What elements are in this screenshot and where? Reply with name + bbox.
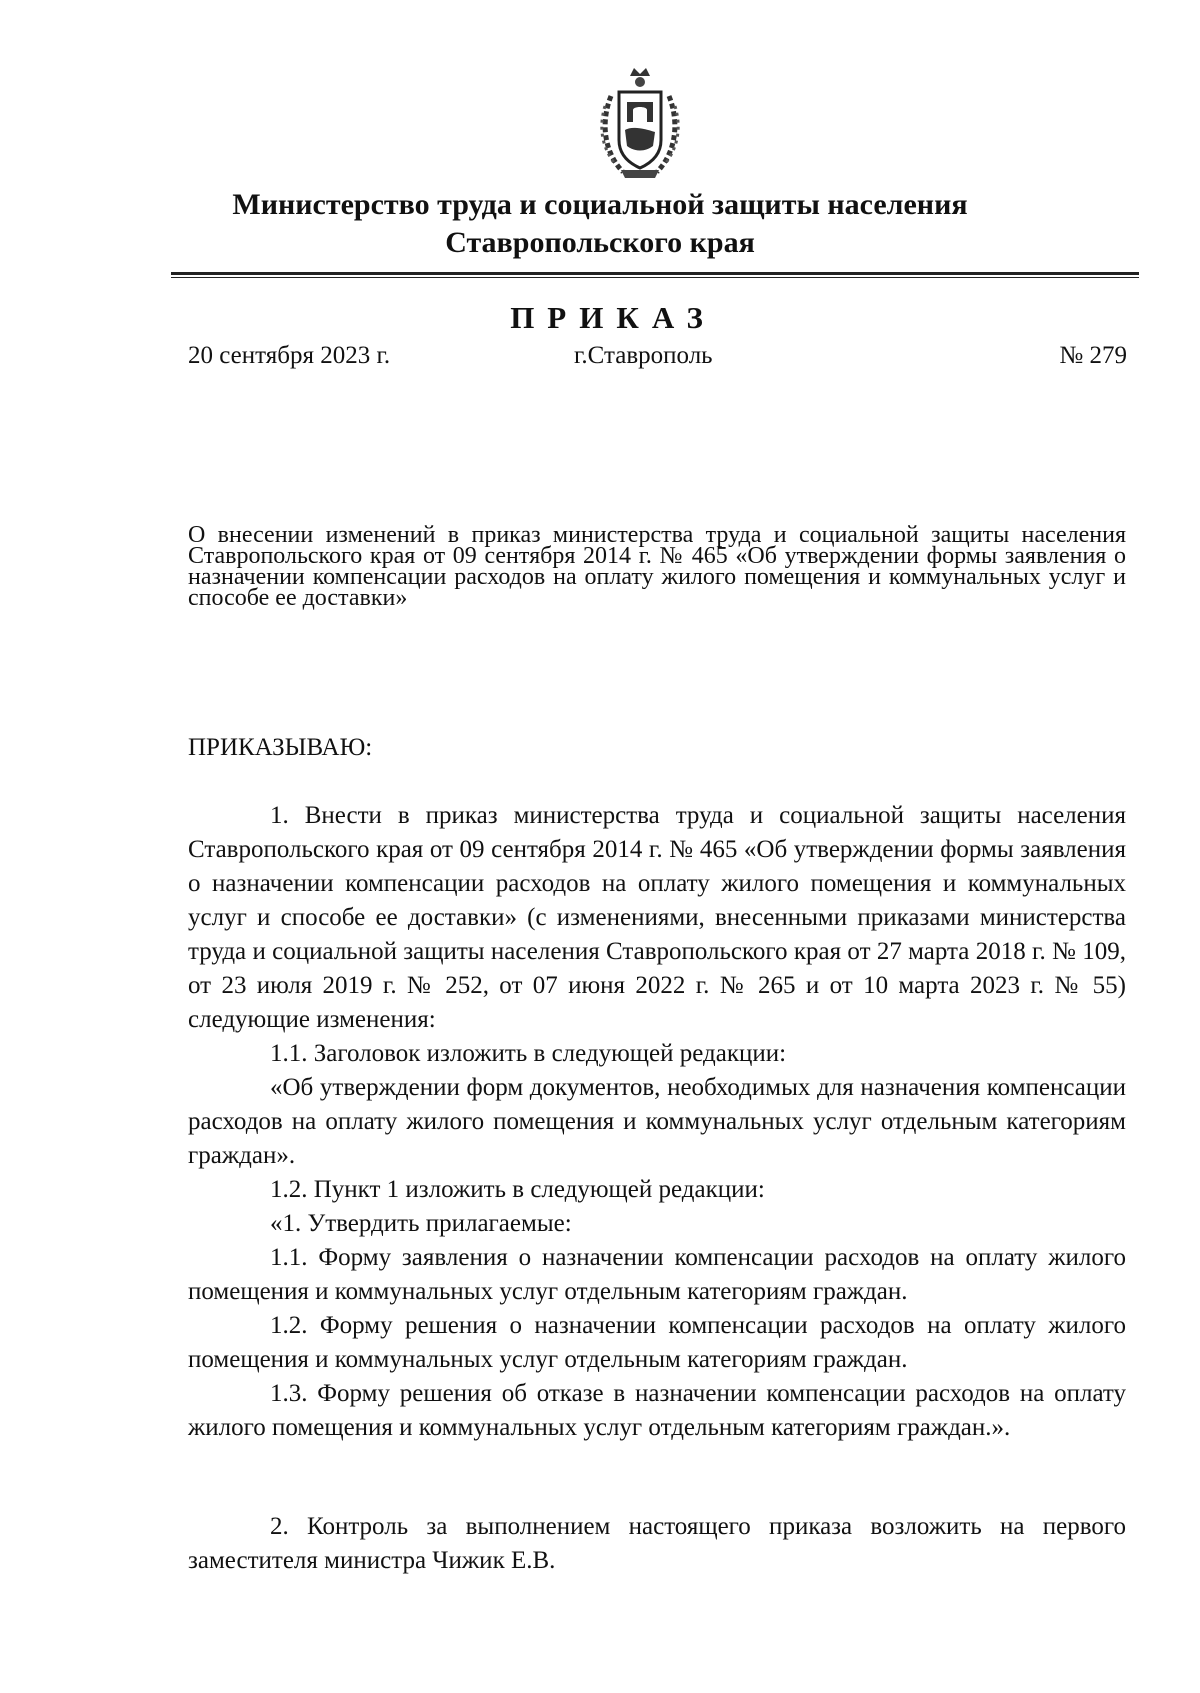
- paragraph: 1. Внести в приказ министерства труда и социальной защиты населения Ставропольского края от 09 сентября 2014 г. № 465 «Об утверждении формы заявления о назначении компенсации расходов на оплату жилого помещения и коммунальных услуг и способе ее доставки» (с изменениями, внесенными приказами министерства труда и социальной защиты населения Ставропольского края от 27 марта 2018 г. № 109, от 23 июля 2019 г. № 252, от 07 июня 2022 г. № 265 и от 10 марта 2023 г. № 55) следующие изменения:: [188, 802, 1126, 1033]
- order-number: № 279: [1059, 342, 1127, 369]
- control-paragraph: 2. Контроль за выполнением настоящего приказа возложить на первого заместителя министра Чижик Е.В.: [188, 1513, 1126, 1574]
- emblem: [597, 66, 683, 184]
- order-date: 20 сентября 2023 г.: [188, 342, 391, 369]
- control-clause: [188, 1510, 1126, 1578]
- header-rule-thin: [171, 277, 1139, 278]
- header-rule-thick: [171, 272, 1139, 275]
- paragraph: 1.1. Форму заявления о назначении компенсации расходов на оплату жилого помещения и коммунальных услуг отдельным категориям граждан.: [188, 1244, 1126, 1305]
- order-title: ПРИКАЗ: [510, 300, 716, 335]
- paragraph: 1.3. Форму решения об отказе в назначении компенсации расходов на оплату жилого помещения и коммунальных услуг отдельным категориям граждан.».: [188, 1380, 1126, 1441]
- paragraph: 1.2. Пункт 1 изложить в следующей редакции:: [270, 1176, 765, 1203]
- ministry-name-line2: Ставропольского края: [445, 226, 755, 259]
- coat-of-arms-emblem-icon: [597, 66, 683, 184]
- paragraph: 1.1. Заголовок изложить в следующей редакции:: [270, 1040, 787, 1067]
- paragraph: «Об утверждении форм документов, необходимых для назначения компенсации расходов на оплату жилого помещения и коммунальных услуг отдельным категориям граждан».: [188, 1074, 1126, 1169]
- order-city: г.Ставрополь: [574, 342, 713, 369]
- paragraph: 1.2. Форму решения о назначении компенсации расходов на оплату жилого помещения и коммунальных услуг отдельным категориям граждан.: [188, 1312, 1126, 1373]
- order-subject-text: О внесении изменений в приказ министерства труда и социальной защиты населения Ставропольского края от 09 сентября 2014 г. № 465 «Об утверждении формы заявления о назначении компенсации расходов на оплату жилого помещения и коммунальных услуг и способе ее доставки»: [188, 522, 1126, 611]
- order-body: [188, 799, 1126, 1445]
- directive-heading: ПРИКАЗЫВАЮ:: [188, 734, 373, 761]
- ministry-name-line1: Министерство труда и социальной защиты населения: [232, 188, 968, 221]
- paragraph: «1. Утвердить прилагаемые:: [270, 1210, 572, 1237]
- order-subject: [188, 522, 1126, 611]
